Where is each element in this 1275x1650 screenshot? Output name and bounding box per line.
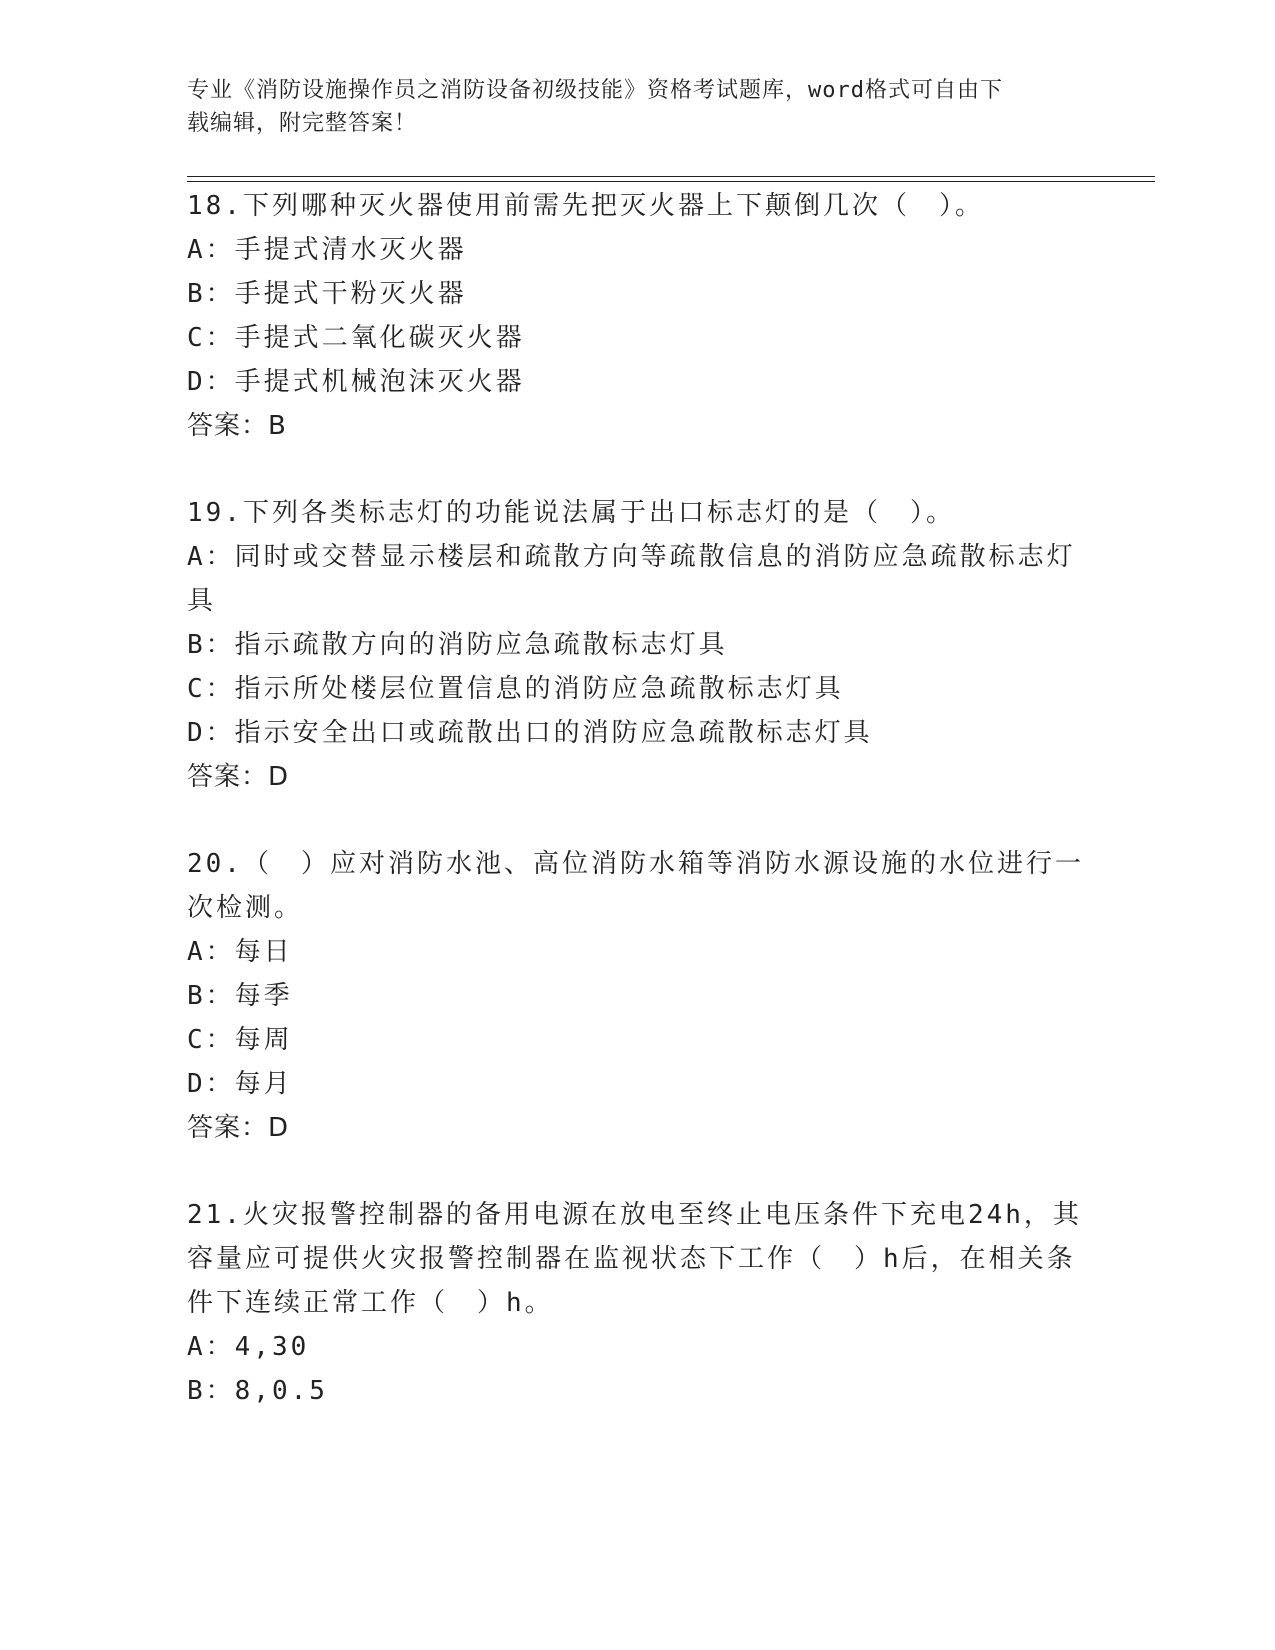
- question-18-option-d: D：手提式机械泡沫灭火器: [187, 367, 525, 397]
- question-21-option-b: B：8,0.5: [187, 1376, 328, 1406]
- header-divider-bottom: [187, 181, 1155, 182]
- question-19-stem: 19.下列各类标志灯的功能说法属于出口标志灯的是（ ）。: [187, 498, 955, 528]
- question-21-stem-cont-2: 件下连续正常工作（ ）h。: [187, 1288, 554, 1318]
- header-divider-top: [187, 176, 1155, 177]
- question-20-stem: 20.（ ）应对消防水池、高位消防水箱等消防水源设施的水位进行一: [187, 849, 1084, 879]
- header-line-1: 专业《消防设施操作员之消防设备初级技能》资格考试题库，word格式可自由下: [187, 78, 1003, 103]
- question-20-option-c: C：每周: [187, 1025, 293, 1055]
- question-21-option-a: A：4,30: [187, 1332, 310, 1362]
- question-18-stem: 18.下列哪种灭火器使用前需先把灭火器上下颠倒几次（ ）。: [187, 191, 984, 221]
- question-19-option-c: C：指示所处楼层位置信息的消防应急疏散标志灯具: [187, 674, 844, 704]
- question-19-answer: 答案：D: [187, 762, 290, 792]
- header-line-2: 载编辑，附完整答案！: [187, 111, 418, 136]
- question-19-option-a-cont: 具: [187, 586, 217, 616]
- question-18-option-a: A：手提式清水灭火器: [187, 235, 467, 265]
- question-20-option-a: A：每日: [187, 937, 293, 967]
- question-20-option-b: B：每季: [187, 981, 293, 1011]
- document-header: [187, 74, 1067, 140]
- question-19-option-a: A：同时或交替显示楼层和疏散方向等疏散信息的消防应急疏散标志灯: [187, 542, 1076, 572]
- question-21-stem: 21.火灾报警控制器的备用电源在放电至终止电压条件下充电24h，其: [187, 1200, 1082, 1230]
- question-18-option-b: B：手提式干粉灭火器: [187, 279, 467, 309]
- question-18-answer: 答案：B: [187, 411, 287, 441]
- question-18-option-c: C：手提式二氧化碳灭火器: [187, 323, 525, 353]
- question-20-option-d: D：每月: [187, 1069, 293, 1099]
- question-19-option-d: D：指示安全出口或疏散出口的消防应急疏散标志灯具: [187, 718, 873, 748]
- question-21-stem-cont-1: 容量应可提供火灾报警控制器在监视状态下工作（ ）h后，在相关条: [187, 1244, 1076, 1274]
- question-20-answer: 答案：D: [187, 1113, 290, 1143]
- question-19-option-b: B：指示疏散方向的消防应急疏散标志灯具: [187, 630, 728, 660]
- question-20-stem-cont: 次检测。: [187, 893, 304, 923]
